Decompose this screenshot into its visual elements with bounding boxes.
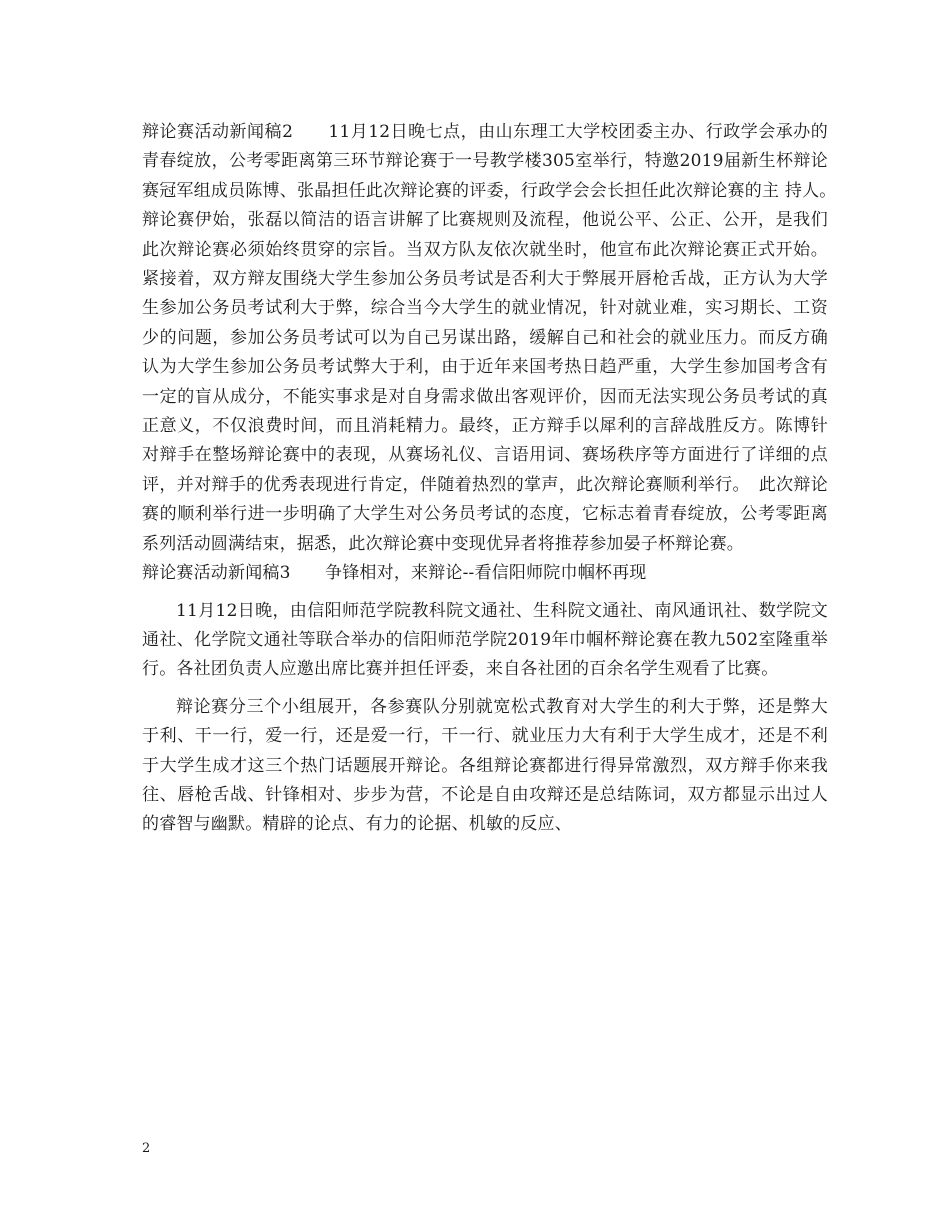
document-body xyxy=(142,118,846,840)
article-3-paragraph-2: 辩论赛分三个小组展开，各参赛队分别就宽松式教育对大学生的利大于弊，还是弊大于利、干一行，爱一行，还是爱一行，干一行、就业压力大有利于大学生成才，还是不利于大学生成才这三个热门话题展开辩论。各组辩论赛都进行得异常激烈，双方辩手你来我往、唇枪舌战、针锋相对、步步为营，不论是自由攻辩还是总结陈词，双方都显示出过人的睿智与幽默。精辟的论点、有力的论据、机敏的反应、 xyxy=(142,696,828,835)
page-number: 2 xyxy=(142,1141,151,1156)
news-article-2-paragraph: 辩论赛活动新闻稿2 11月12日晚七点，由山东理工大学校团委主办、行政学会承办的青春绽放，公考零距离第三环节辩论赛于一号教学楼305室举行，特邀2019届新生杯辩论赛冠军组成员陈博、张晶担任此次辩论赛的评委，行政学会会长担任此次辩论赛的主 持人。 辩论赛伊始，张磊以简洁的语言讲解了比赛规则及流程，他说公平、公正、公开，是我们此次辩论赛必须始终贯穿的宗旨。当双方队友依次就坐时，他宣布此次辩论赛正式开始。紧接着，双方辩友围绕大学生参加公务员考试是否利大于弊展开唇枪舌战，正方认为大学生参加公务员考试利大于弊，综合当今大学生的就业情况，针对就业难，实习期长、工资少的问题，参加公务员考试可以为自己另谋出路，缓解自己和社会的就业压力。而反方确认为大学生参加公务员考试弊大于利，由于近年来国考热日趋严重，大学生参加国考含有一定的盲从成分，不能实事求是对自身需求做出客观评价，因而无法实现公务员考试的真正意义，不仅浪费时间，而且消耗精力。最终，正方辩手以犀利的言辞战胜反方。陈博针对辩手在整场辩论赛中的表现，从赛场礼仪、言语用词、赛场秩序等方面进行了详细的点评，并对辩手的优秀表现进行肯定，伴随着热烈的掌声，此次辩论赛顺利举行。 此次辩论赛的顺利举行进一步明确了大学生对公务员考试的态度，它标志着青春绽放，公考零距离系列活动圆满结束，据悉，此次辩论赛中变现优异者将推荐参加晏子杯辩论赛。 xyxy=(142,122,846,554)
article-3-paragraph-1: 11月12日晚，由信阳师范学院教科院文通社、生科院文通社、南风通讯社、数学院文通社、化学院文通社等联合举办的信阳师范学院2019年巾帼杯辩论赛在教九502室隆重举行。各社团负责人应邀出席比赛并担任评委，来自各社团的百余名学生观看了比赛。 xyxy=(142,600,828,680)
news-article-3-heading: 辩论赛活动新闻稿3 争锋相对，来辩论--看信阳师院巾帼杯再现 xyxy=(142,563,647,584)
